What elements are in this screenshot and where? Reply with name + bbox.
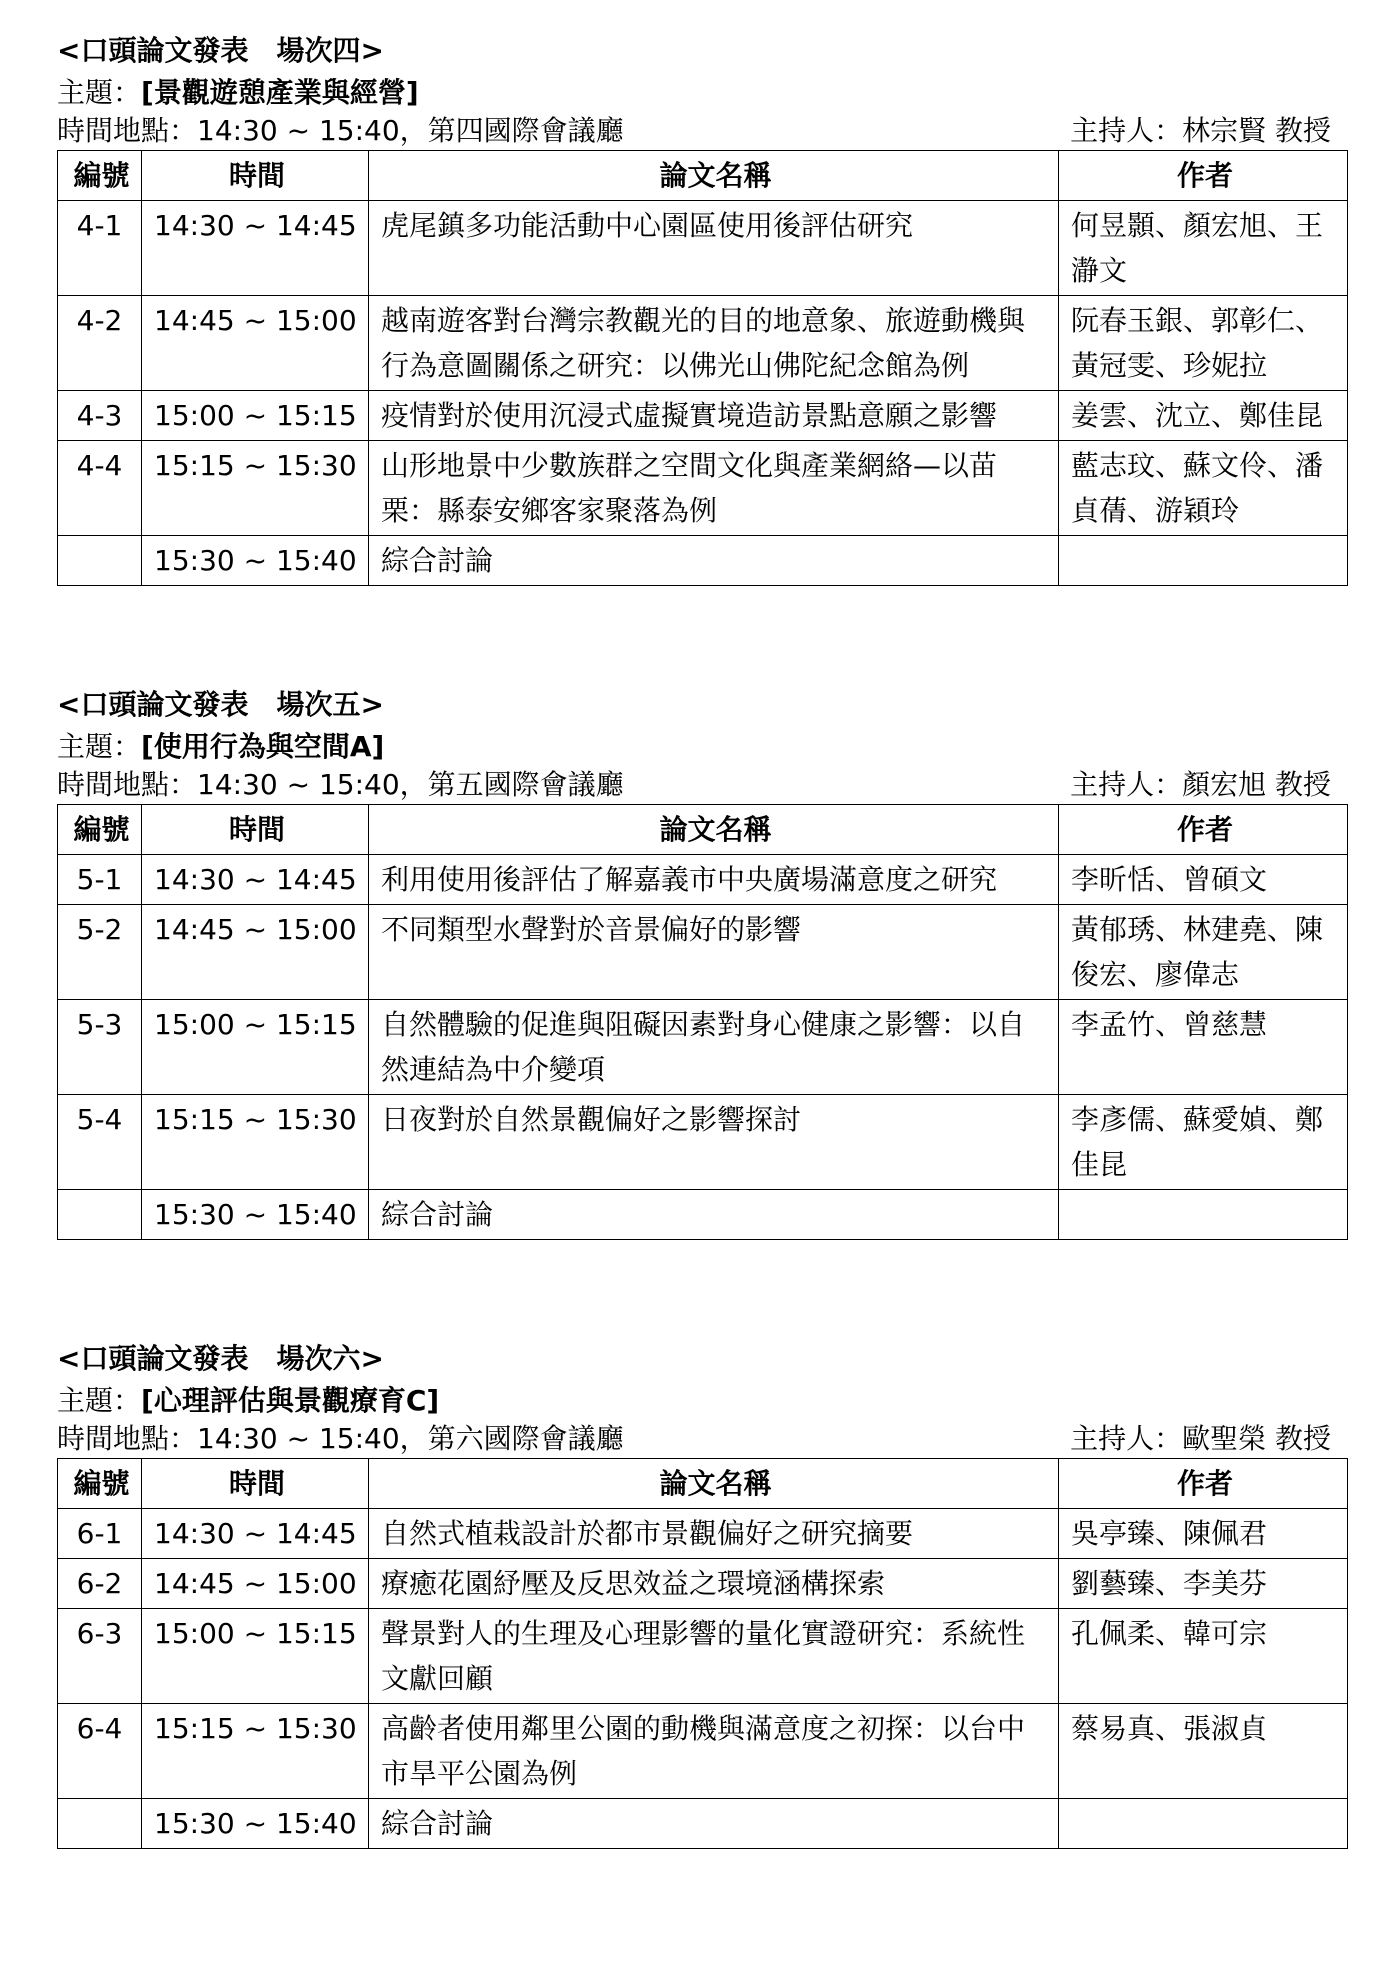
session-theme bbox=[57, 728, 1347, 766]
paper-authors: 吳亭臻、陳佩君 bbox=[1059, 1509, 1348, 1559]
paper-time: 15:00 ~ 15:15 bbox=[142, 1609, 369, 1704]
header-id: 編號 bbox=[58, 1459, 142, 1509]
table-row bbox=[58, 855, 1348, 905]
paper-authors: 李昕恬、曾碩文 bbox=[1059, 855, 1348, 905]
paper-authors: 姜雲、沈立、鄭佳昆 bbox=[1059, 391, 1348, 441]
paper-id: 5-2 bbox=[58, 905, 142, 1000]
theme-value: [使用行為與空間A] bbox=[141, 730, 385, 763]
session-theme bbox=[57, 74, 1347, 112]
paper-title: 綜合討論 bbox=[369, 536, 1059, 586]
paper-title: 利用使用後評估了解嘉義市中央廣場滿意度之研究 bbox=[369, 855, 1059, 905]
host bbox=[1070, 766, 1331, 804]
paper-authors: 劉藝臻、李美芬 bbox=[1059, 1559, 1348, 1609]
paper-title: 高齡者使用鄰里公園的動機與滿意度之初探：以台中市旱平公園為例 bbox=[369, 1704, 1059, 1799]
paper-id bbox=[58, 536, 142, 586]
table-row bbox=[58, 905, 1348, 1000]
paper-authors: 黃郁琇、林建堯、陳俊宏、廖偉志 bbox=[1059, 905, 1348, 1000]
session-info bbox=[57, 766, 1347, 804]
table-row bbox=[58, 201, 1348, 296]
paper-title: 聲景對人的生理及心理影響的量化實證研究：系統性文獻回顧 bbox=[369, 1609, 1059, 1704]
paper-time: 14:45 ~ 15:00 bbox=[142, 1559, 369, 1609]
paper-id: 6-4 bbox=[58, 1704, 142, 1799]
paper-title: 療癒花園紓壓及反思效益之環境涵構探索 bbox=[369, 1559, 1059, 1609]
header-time: 時間 bbox=[142, 805, 369, 855]
table-row-discussion bbox=[58, 536, 1348, 586]
time-place-value: 14:30 ~ 15:40，第五國際會議廳 bbox=[197, 768, 624, 801]
host bbox=[1070, 112, 1331, 150]
paper-id: 4-1 bbox=[58, 201, 142, 296]
paper-id: 5-3 bbox=[58, 1000, 142, 1095]
paper-authors bbox=[1059, 1190, 1348, 1240]
table-row bbox=[58, 1559, 1348, 1609]
paper-time: 14:45 ~ 15:00 bbox=[142, 296, 369, 391]
paper-time: 14:45 ~ 15:00 bbox=[142, 905, 369, 1000]
paper-time: 14:30 ~ 14:45 bbox=[142, 855, 369, 905]
paper-id: 6-1 bbox=[58, 1509, 142, 1559]
theme-label: 主題： bbox=[57, 730, 142, 763]
table-header-row bbox=[58, 1459, 1348, 1509]
paper-title: 綜合討論 bbox=[369, 1190, 1059, 1240]
paper-time: 14:30 ~ 14:45 bbox=[142, 1509, 369, 1559]
table-row bbox=[58, 1509, 1348, 1559]
host-label: 主持人： bbox=[1070, 1422, 1183, 1455]
paper-authors bbox=[1059, 1799, 1348, 1849]
program-document bbox=[57, 30, 1347, 1849]
theme-label: 主題： bbox=[57, 1384, 142, 1417]
paper-authors: 李彥儒、蘇愛媜、鄭佳昆 bbox=[1059, 1095, 1348, 1190]
section-spacer bbox=[57, 1240, 1347, 1338]
time-place-label: 時間地點： bbox=[57, 768, 198, 801]
session-heading: <口頭論文發表 場次四> bbox=[57, 34, 384, 67]
paper-authors: 阮春玉銀、郭彰仁、黃冠雯、珍妮拉 bbox=[1059, 296, 1348, 391]
table-row bbox=[58, 1609, 1348, 1704]
paper-id: 5-1 bbox=[58, 855, 142, 905]
paper-time: 15:30 ~ 15:40 bbox=[142, 536, 369, 586]
paper-id: 4-4 bbox=[58, 441, 142, 536]
session-6 bbox=[57, 1338, 1347, 1849]
session-4 bbox=[57, 30, 1347, 586]
header-title: 論文名稱 bbox=[369, 1459, 1059, 1509]
host-label: 主持人： bbox=[1070, 114, 1183, 147]
host-label: 主持人： bbox=[1070, 768, 1183, 801]
session-theme bbox=[57, 1382, 1347, 1420]
paper-title: 自然式植栽設計於都市景觀偏好之研究摘要 bbox=[369, 1509, 1059, 1559]
host bbox=[1070, 1420, 1331, 1458]
paper-id: 6-3 bbox=[58, 1609, 142, 1704]
paper-time: 15:30 ~ 15:40 bbox=[142, 1799, 369, 1849]
paper-time: 15:15 ~ 15:30 bbox=[142, 1095, 369, 1190]
paper-authors: 李孟竹、曾慈慧 bbox=[1059, 1000, 1348, 1095]
header-title: 論文名稱 bbox=[369, 151, 1059, 201]
time-place-value: 14:30 ~ 15:40，第四國際會議廳 bbox=[197, 114, 624, 147]
paper-title: 越南遊客對台灣宗教觀光的目的地意象、旅遊動機與行為意圖關係之研究：以佛光山佛陀紀念館為例 bbox=[369, 296, 1059, 391]
header-id: 編號 bbox=[58, 151, 142, 201]
table-row bbox=[58, 1704, 1348, 1799]
section-spacer bbox=[57, 586, 1347, 684]
paper-time: 15:15 ~ 15:30 bbox=[142, 1704, 369, 1799]
paper-authors bbox=[1059, 536, 1348, 586]
paper-authors: 何昱顥、顏宏旭、王瀞文 bbox=[1059, 201, 1348, 296]
table-row bbox=[58, 296, 1348, 391]
theme-value: [景觀遊憩產業與經營] bbox=[141, 76, 419, 109]
paper-time: 14:30 ~ 14:45 bbox=[142, 201, 369, 296]
paper-id bbox=[58, 1190, 142, 1240]
time-place-label: 時間地點： bbox=[57, 114, 198, 147]
host-name: 林宗賢 教授 bbox=[1182, 114, 1331, 147]
paper-id: 4-3 bbox=[58, 391, 142, 441]
table-header-row bbox=[58, 151, 1348, 201]
header-id: 編號 bbox=[58, 805, 142, 855]
paper-title: 山形地景中少數族群之空間文化與產業網絡—以苗栗：縣泰安鄉客家聚落為例 bbox=[369, 441, 1059, 536]
time-place-value: 14:30 ~ 15:40，第六國際會議廳 bbox=[197, 1422, 624, 1455]
paper-title: 綜合討論 bbox=[369, 1799, 1059, 1849]
table-row bbox=[58, 391, 1348, 441]
table-header-row bbox=[58, 805, 1348, 855]
paper-authors: 孔佩柔、韓可宗 bbox=[1059, 1609, 1348, 1704]
table-row bbox=[58, 1000, 1348, 1095]
paper-title: 自然體驗的促進與阻礙因素對身心健康之影響：以自然連結為中介變項 bbox=[369, 1000, 1059, 1095]
paper-title: 虎尾鎮多功能活動中心園區使用後評估研究 bbox=[369, 201, 1059, 296]
session-info bbox=[57, 1420, 1347, 1458]
session-heading: <口頭論文發表 場次五> bbox=[57, 688, 384, 721]
host-name: 顏宏旭 教授 bbox=[1182, 768, 1331, 801]
table-row bbox=[58, 441, 1348, 536]
paper-title: 不同類型水聲對於音景偏好的影響 bbox=[369, 905, 1059, 1000]
theme-label: 主題： bbox=[57, 76, 142, 109]
header-title: 論文名稱 bbox=[369, 805, 1059, 855]
paper-authors: 蔡易真、張淑貞 bbox=[1059, 1704, 1348, 1799]
session-heading: <口頭論文發表 場次六> bbox=[57, 1342, 384, 1375]
theme-value: [心理評估與景觀療育C] bbox=[141, 1384, 440, 1417]
paper-id bbox=[58, 1799, 142, 1849]
paper-title: 疫情對於使用沉浸式虛擬實境造訪景點意願之影響 bbox=[369, 391, 1059, 441]
header-author: 作者 bbox=[1059, 151, 1348, 201]
header-author: 作者 bbox=[1059, 1459, 1348, 1509]
session-info bbox=[57, 112, 1347, 150]
host-name: 歐聖榮 教授 bbox=[1182, 1422, 1331, 1455]
paper-id: 6-2 bbox=[58, 1559, 142, 1609]
header-time: 時間 bbox=[142, 151, 369, 201]
paper-authors: 藍志玟、蘇文伶、潘貞蒨、游穎玲 bbox=[1059, 441, 1348, 536]
paper-time: 15:00 ~ 15:15 bbox=[142, 391, 369, 441]
table-row bbox=[58, 1095, 1348, 1190]
table-row-discussion bbox=[58, 1799, 1348, 1849]
paper-id: 5-4 bbox=[58, 1095, 142, 1190]
header-time: 時間 bbox=[142, 1459, 369, 1509]
time-place-label: 時間地點： bbox=[57, 1422, 198, 1455]
schedule-table bbox=[57, 804, 1348, 1240]
schedule-table bbox=[57, 1458, 1348, 1849]
paper-title: 日夜對於自然景觀偏好之影響探討 bbox=[369, 1095, 1059, 1190]
schedule-table bbox=[57, 150, 1348, 586]
header-author: 作者 bbox=[1059, 805, 1348, 855]
paper-time: 15:30 ~ 15:40 bbox=[142, 1190, 369, 1240]
paper-id: 4-2 bbox=[58, 296, 142, 391]
table-row-discussion bbox=[58, 1190, 1348, 1240]
paper-time: 15:15 ~ 15:30 bbox=[142, 441, 369, 536]
paper-time: 15:00 ~ 15:15 bbox=[142, 1000, 369, 1095]
session-5 bbox=[57, 684, 1347, 1240]
